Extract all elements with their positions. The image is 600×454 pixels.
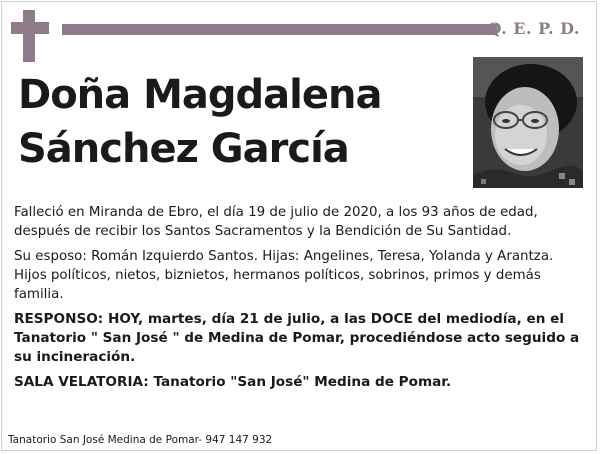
notice-body	[14, 203, 586, 398]
latin-cross-icon-bar	[11, 22, 49, 34]
portrait-photo	[473, 57, 583, 188]
deceased-name-line1: Doña Magdalena	[18, 72, 382, 118]
latin-cross-icon	[23, 10, 35, 62]
family-paragraph: Su esposo: Román Izquierdo Santos. Hijas: Angelines, Teresa, Yolanda y Arantza. Hijos políticos, nietos, biznietos, hermanos políticos, sobrinos, primos y demás familia.	[14, 249, 554, 302]
death-paragraph: Falleció en Miranda de Ebro, el día 19 de julio de 2020, a los 93 años de edad, después de recibir los Santos Sacramentos y la Bendición de Su Santidad.	[14, 205, 538, 239]
funeral-home-footer: Tanatorio San José Medina de Pomar- 947 147 932	[8, 434, 273, 446]
header-rule	[62, 24, 497, 35]
deceased-name	[18, 68, 468, 176]
deceased-name-line2: Sánchez García	[18, 126, 349, 172]
sala-velatoria-paragraph: SALA VELATORIA: Tanatorio "San José" Medina de Pomar.	[14, 374, 452, 390]
responso-paragraph: RESPONSO: HOY, martes, día 21 de julio, a las DOCE del mediodía, en el Tanatorio " San José " de Medina de Pomar, procediéndose acto seguido a su incineración.	[14, 311, 580, 365]
portrait-photo-image	[473, 57, 583, 188]
qepd-label: Q. E. P. D.	[487, 19, 580, 38]
